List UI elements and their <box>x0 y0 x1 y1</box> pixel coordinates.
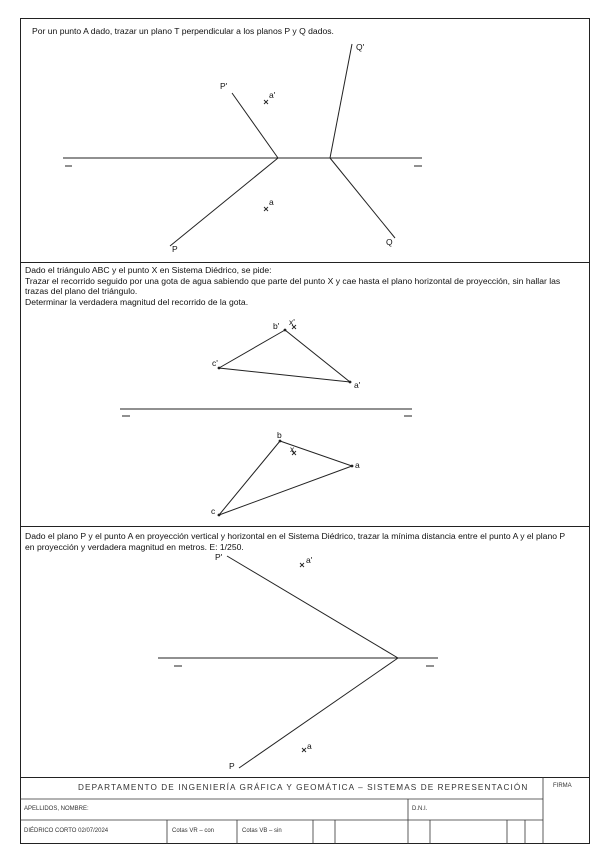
ex2-label-b-prime: b' <box>273 321 280 331</box>
ex3-point-a-prime-mark <box>300 563 304 567</box>
ex2-triangle-horizontal-projection <box>219 441 352 515</box>
ex2-label-c: c <box>211 506 216 516</box>
ex1-label-p: P <box>172 244 178 254</box>
ex1-label-q: Q <box>386 237 393 247</box>
tb-course-label: DIÉDRICO CORTO 02/07/2024 <box>24 828 109 834</box>
ex2-label-c-prime: c' <box>212 358 218 368</box>
ex2-label-a-prime: a' <box>354 380 361 390</box>
ex3-label-a-prime: a' <box>306 555 313 565</box>
exercise-1-statement: Por un punto A dado, trazar un plano T perpendicular a los planos P y Q dados. <box>32 26 334 36</box>
exercise-2-line-2: Trazar el recorrido seguido por una gota de agua sabiendo que parte del punto X y cae hasta el plano horizontal de proyección, sin hallar las trazas del plano del triángulo. <box>25 275 561 297</box>
exercise-2-line-1: Dado el triángulo ABC y el punto X en Sistema Diédrico, se pide: <box>25 265 272 275</box>
ex1-label-a-prime: a' <box>269 90 276 100</box>
ex3-plane-p-horizontal-trace <box>239 658 398 768</box>
exercise-3-statement: Dado el plano P y el punto A en proyección vertical y horizontal en el Sistema Diédrico, trazar la mínima distancia entre el punto A y el plano P en proyección y verdadera magnitud en metros. E: 1/250. <box>25 531 565 552</box>
ex1-point-a-mark <box>264 207 268 211</box>
ex2-vertex-c-prime <box>218 367 221 370</box>
ex3-label-p-prime: P' <box>215 552 223 562</box>
ex2-vertex-a <box>351 465 354 468</box>
ex1-label-p-prime: P' <box>220 81 228 91</box>
ex2-vertex-b <box>279 440 282 443</box>
ex2-vertex-c <box>218 514 221 517</box>
ex1-plane-p-vertical-trace <box>232 90 278 158</box>
ex2-label-b: b <box>277 430 282 440</box>
ex3-label-p: P <box>229 761 235 771</box>
ex1-plane-q-horizontal-trace <box>330 158 395 238</box>
ex2-triangle-vertical-projection <box>219 330 350 382</box>
ex1-plane-q-vertical-trace <box>330 44 352 158</box>
ex2-vertex-a-prime <box>349 381 352 384</box>
tb-firma-label: FIRMA <box>553 783 572 789</box>
ex2-label-a: a <box>355 460 360 470</box>
ex2-label-x-prime: x' <box>289 317 295 327</box>
ex3-point-a-mark <box>302 748 306 752</box>
tb-department-title: DEPARTAMENTO DE INGENIERÍA GRÁFICA Y GEOMÁTICA – SISTEMAS DE REPRESENTACIÓN <box>78 783 529 792</box>
ex1-label-q-prime: Q' <box>356 42 365 52</box>
exercise-2-line-3: Determinar la verdadera magnitud del recorrido de la gota. <box>25 296 249 307</box>
ex3-label-a: a <box>307 741 312 751</box>
ex1-plane-p-horizontal-trace <box>170 158 278 246</box>
tb-apellidos-label: APELLIDOS, NOMBRE: <box>24 806 89 812</box>
ex2-label-x: x <box>290 444 295 454</box>
ex1-label-a: a <box>269 197 274 207</box>
ex2-vertex-b-prime <box>284 329 287 332</box>
ex3-plane-p-vertical-trace <box>227 556 398 658</box>
tb-cotas-vb-label: Cotas VB – sin <box>242 828 282 834</box>
ex1-point-a-prime-mark <box>264 100 268 104</box>
tb-dni-label: D.N.I. <box>412 806 428 812</box>
tb-cotas-vr-label: Cotas VR – con <box>172 828 215 834</box>
